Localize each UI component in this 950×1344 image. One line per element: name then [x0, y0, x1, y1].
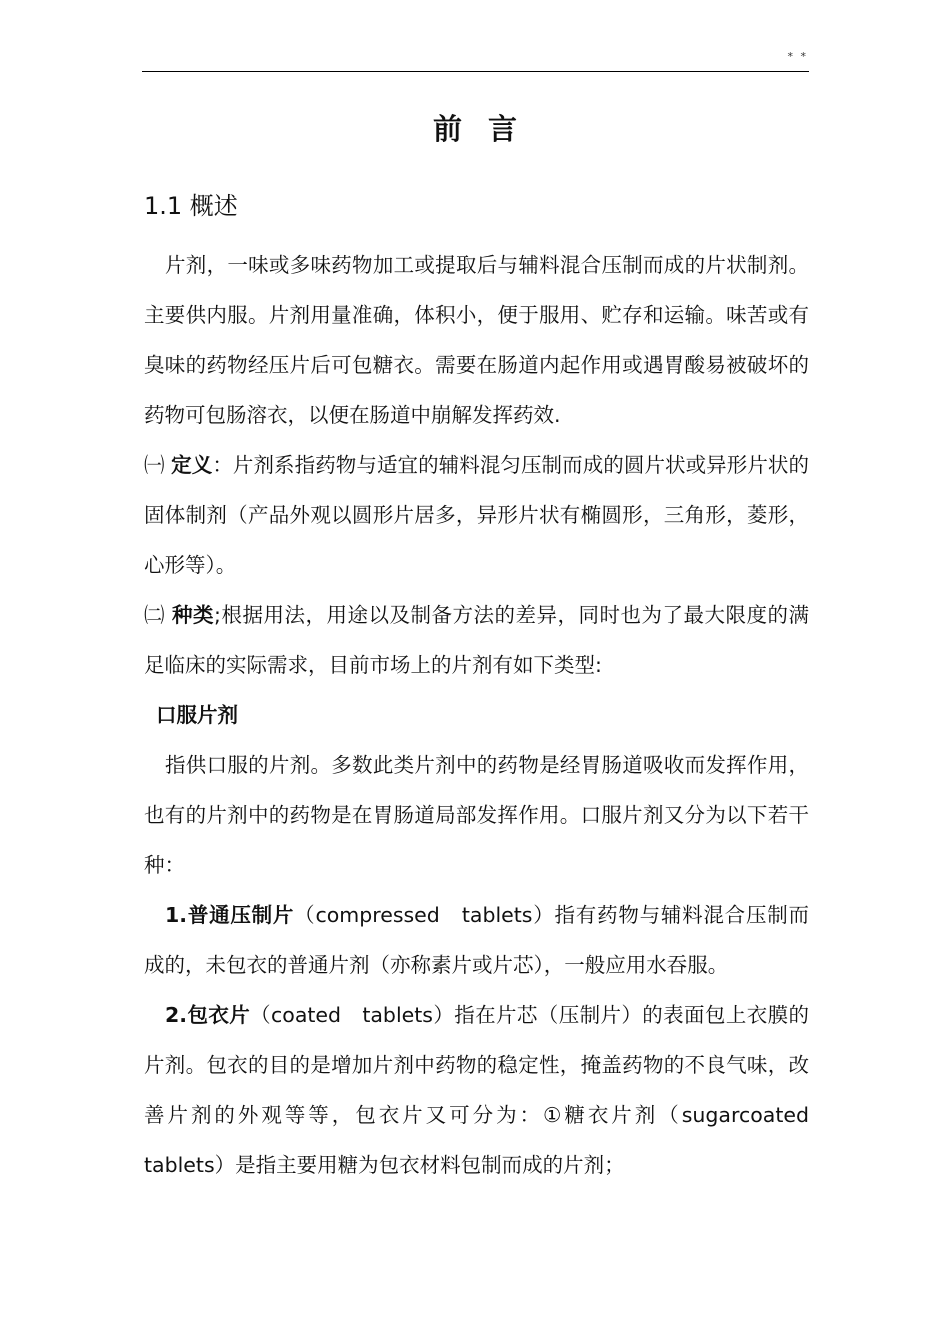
header-rule — [142, 71, 809, 72]
types-paragraph — [144, 590, 809, 690]
compressed-tablets-body: （compressed tablets）指有药物与辅料混合压制而成的，未包衣的普通片剂（亦称素片或片芯），一般应用水吞服。 — [144, 903, 809, 977]
page-title: 前言 — [432, 112, 543, 146]
coated-tablets-body: （coated tablets）指在片芯（压制片）的表面包上衣膜的片剂。包衣的目的是增加片剂中药物的稳定性，掩盖药物的不良气味，改善片剂的外观等等，包衣片又可分为：①糖衣片剂（sugarcoated tablets）是指主要用糖为包衣材料包制而成的片剂； — [144, 1003, 809, 1177]
coated-tablets-paragraph — [144, 990, 809, 1190]
definition-body: ：片剂系指药物与适宜的辅料混匀压制而成的圆片状或异形片状的固体制剂（产品外观以圆形片居多，异形片状有椭圆形，三角形，菱形，心形等）。 — [144, 453, 809, 577]
header-mark: * * — [787, 50, 808, 63]
oral-tablets-heading: 口服片剂 — [156, 703, 238, 727]
oral-tablets-paragraph: 指供口服的片剂。多数此类片剂中的药物是经胃肠道吸收而发挥作用，也有的片剂中的药物是在胃肠道局部发挥作用。口服片剂又分为以下若干种： — [144, 753, 809, 877]
intro-paragraph: 片剂，一味或多味药物加工或提取后与辅料混合压制而成的片状制剂。主要供内服。片剂用量准确，体积小，便于服用、贮存和运输。味苦或有臭味的药物经压片后可包糖衣。需要在肠道内起作用或遇胃酸易被破坏的药物可包肠溶衣，以便在肠道中崩解发挥药效. — [144, 253, 809, 427]
section-heading: 1.1 概述 — [144, 192, 238, 220]
definition-term: 定义 — [171, 453, 213, 477]
compressed-tablets-paragraph — [144, 890, 809, 990]
types-term: 种类 — [172, 603, 215, 627]
definition-paragraph — [144, 440, 809, 590]
definition-prefix: ㈠ — [144, 453, 172, 477]
types-body: ;根据用法，用途以及制备方法的差异，同时也为了最大限度的满足临床的实际需求，目前市场上的片剂有如下类型: — [144, 603, 810, 677]
compressed-tablets-term: 1.普通压制片 — [165, 903, 295, 927]
coated-tablets-term: 2.包衣片 — [165, 1003, 251, 1027]
types-prefix: ㈡ — [144, 603, 173, 627]
document-body — [144, 240, 809, 1190]
